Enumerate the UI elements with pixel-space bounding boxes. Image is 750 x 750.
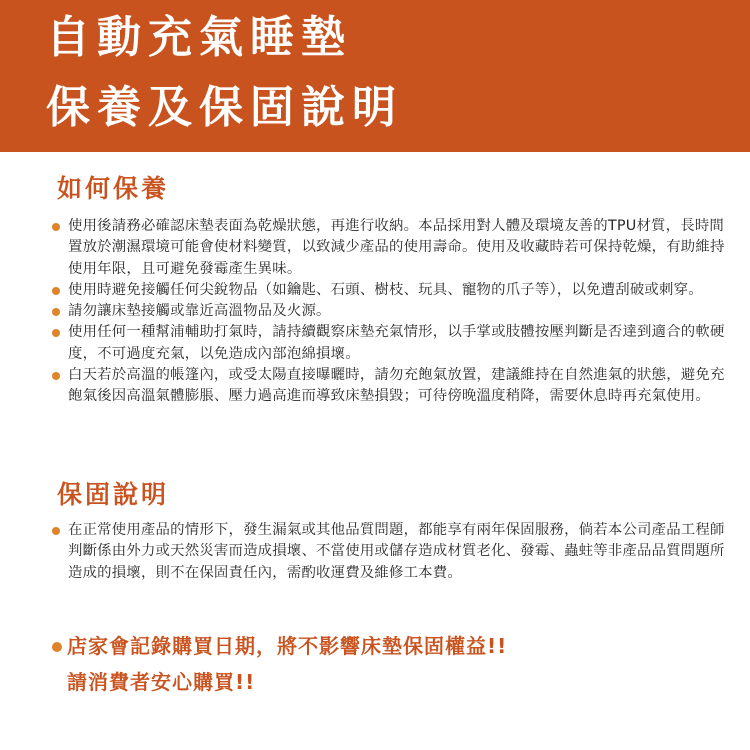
care-item-text: 使用時避免接觸任何尖銳物品（如鑰匙、石頭、樹枝、玩具、寵物的爪子等），以免遭刮破或刺穿。 <box>68 281 703 298</box>
warranty-item <box>50 520 730 584</box>
warranty-list <box>50 520 730 584</box>
care-section-heading: 如何保養 <box>57 174 170 203</box>
care-item-text: 請勿讓床墊接觸或靠近高溫物品及火源。 <box>68 303 331 320</box>
care-item <box>50 322 730 365</box>
page-title-line-1: 自動充氣睡墊 <box>46 12 352 63</box>
care-item <box>50 280 730 301</box>
bullet-dot-icon <box>52 223 60 231</box>
warranty-item-text: 在正常使用產品的情形下，發生漏氣或其他品質問題，都能享有兩年保固服務，倘若本公司產品工程師判斷係由外力或天然災害而造成損壞、不當使用或儲存造成材質老化、發霉、蟲蛀等非產品品質問題所造成的損壞，則不在保固責任內，需酌收運費及維修工本費。 <box>68 522 725 581</box>
care-item-text: 使用任何一種幫浦輔助打氣時，請持續觀察床墊充氣情形，以手掌或肢體按壓判斷是否達到適合的軟硬度，不可過度充氣，以免造成內部泡綿損壞。 <box>68 324 725 362</box>
page-title-line-2: 保養及保固說明 <box>46 82 403 133</box>
care-item-text: 使用後請務必確認床墊表面為乾燥狀態，再進行收納。本品採用對人體及環境友善的TPU材質，長時間置放於潮濕環境可能會使材料變質，以致減少產品的使用壽命。使用及收藏時若可保持乾燥，有助維持使用年限，且可避免發霉產生異味。 <box>68 218 725 277</box>
notice-text-line-2: 請消費者安心購買!! <box>67 670 256 694</box>
care-item <box>50 365 730 408</box>
bullet-dot-icon <box>52 642 62 652</box>
care-item <box>50 216 730 280</box>
care-item-text: 白天若於高溫的帳篷內，或受太陽直接曝曬時，請勿充飽氣放置，建議維持在自然進氣的狀態，避免充飽氣後因高溫氣體膨脹、壓力過高進而導致床墊損毀；可待傍晚溫度稍降，需要休息時再充氣使用。 <box>68 367 725 405</box>
bullet-dot-icon <box>52 308 60 316</box>
bullet-dot-icon <box>52 329 60 337</box>
bullet-dot-icon <box>52 527 60 535</box>
warranty-section-heading: 保固說明 <box>57 480 170 509</box>
bullet-dot-icon <box>52 287 60 295</box>
title-banner <box>0 0 750 152</box>
care-item <box>50 301 730 322</box>
care-list <box>50 216 730 408</box>
notice-text-line-1: 店家會記錄購買日期，將不影響床墊保固權益!! <box>67 634 508 658</box>
bullet-dot-icon <box>52 372 60 380</box>
